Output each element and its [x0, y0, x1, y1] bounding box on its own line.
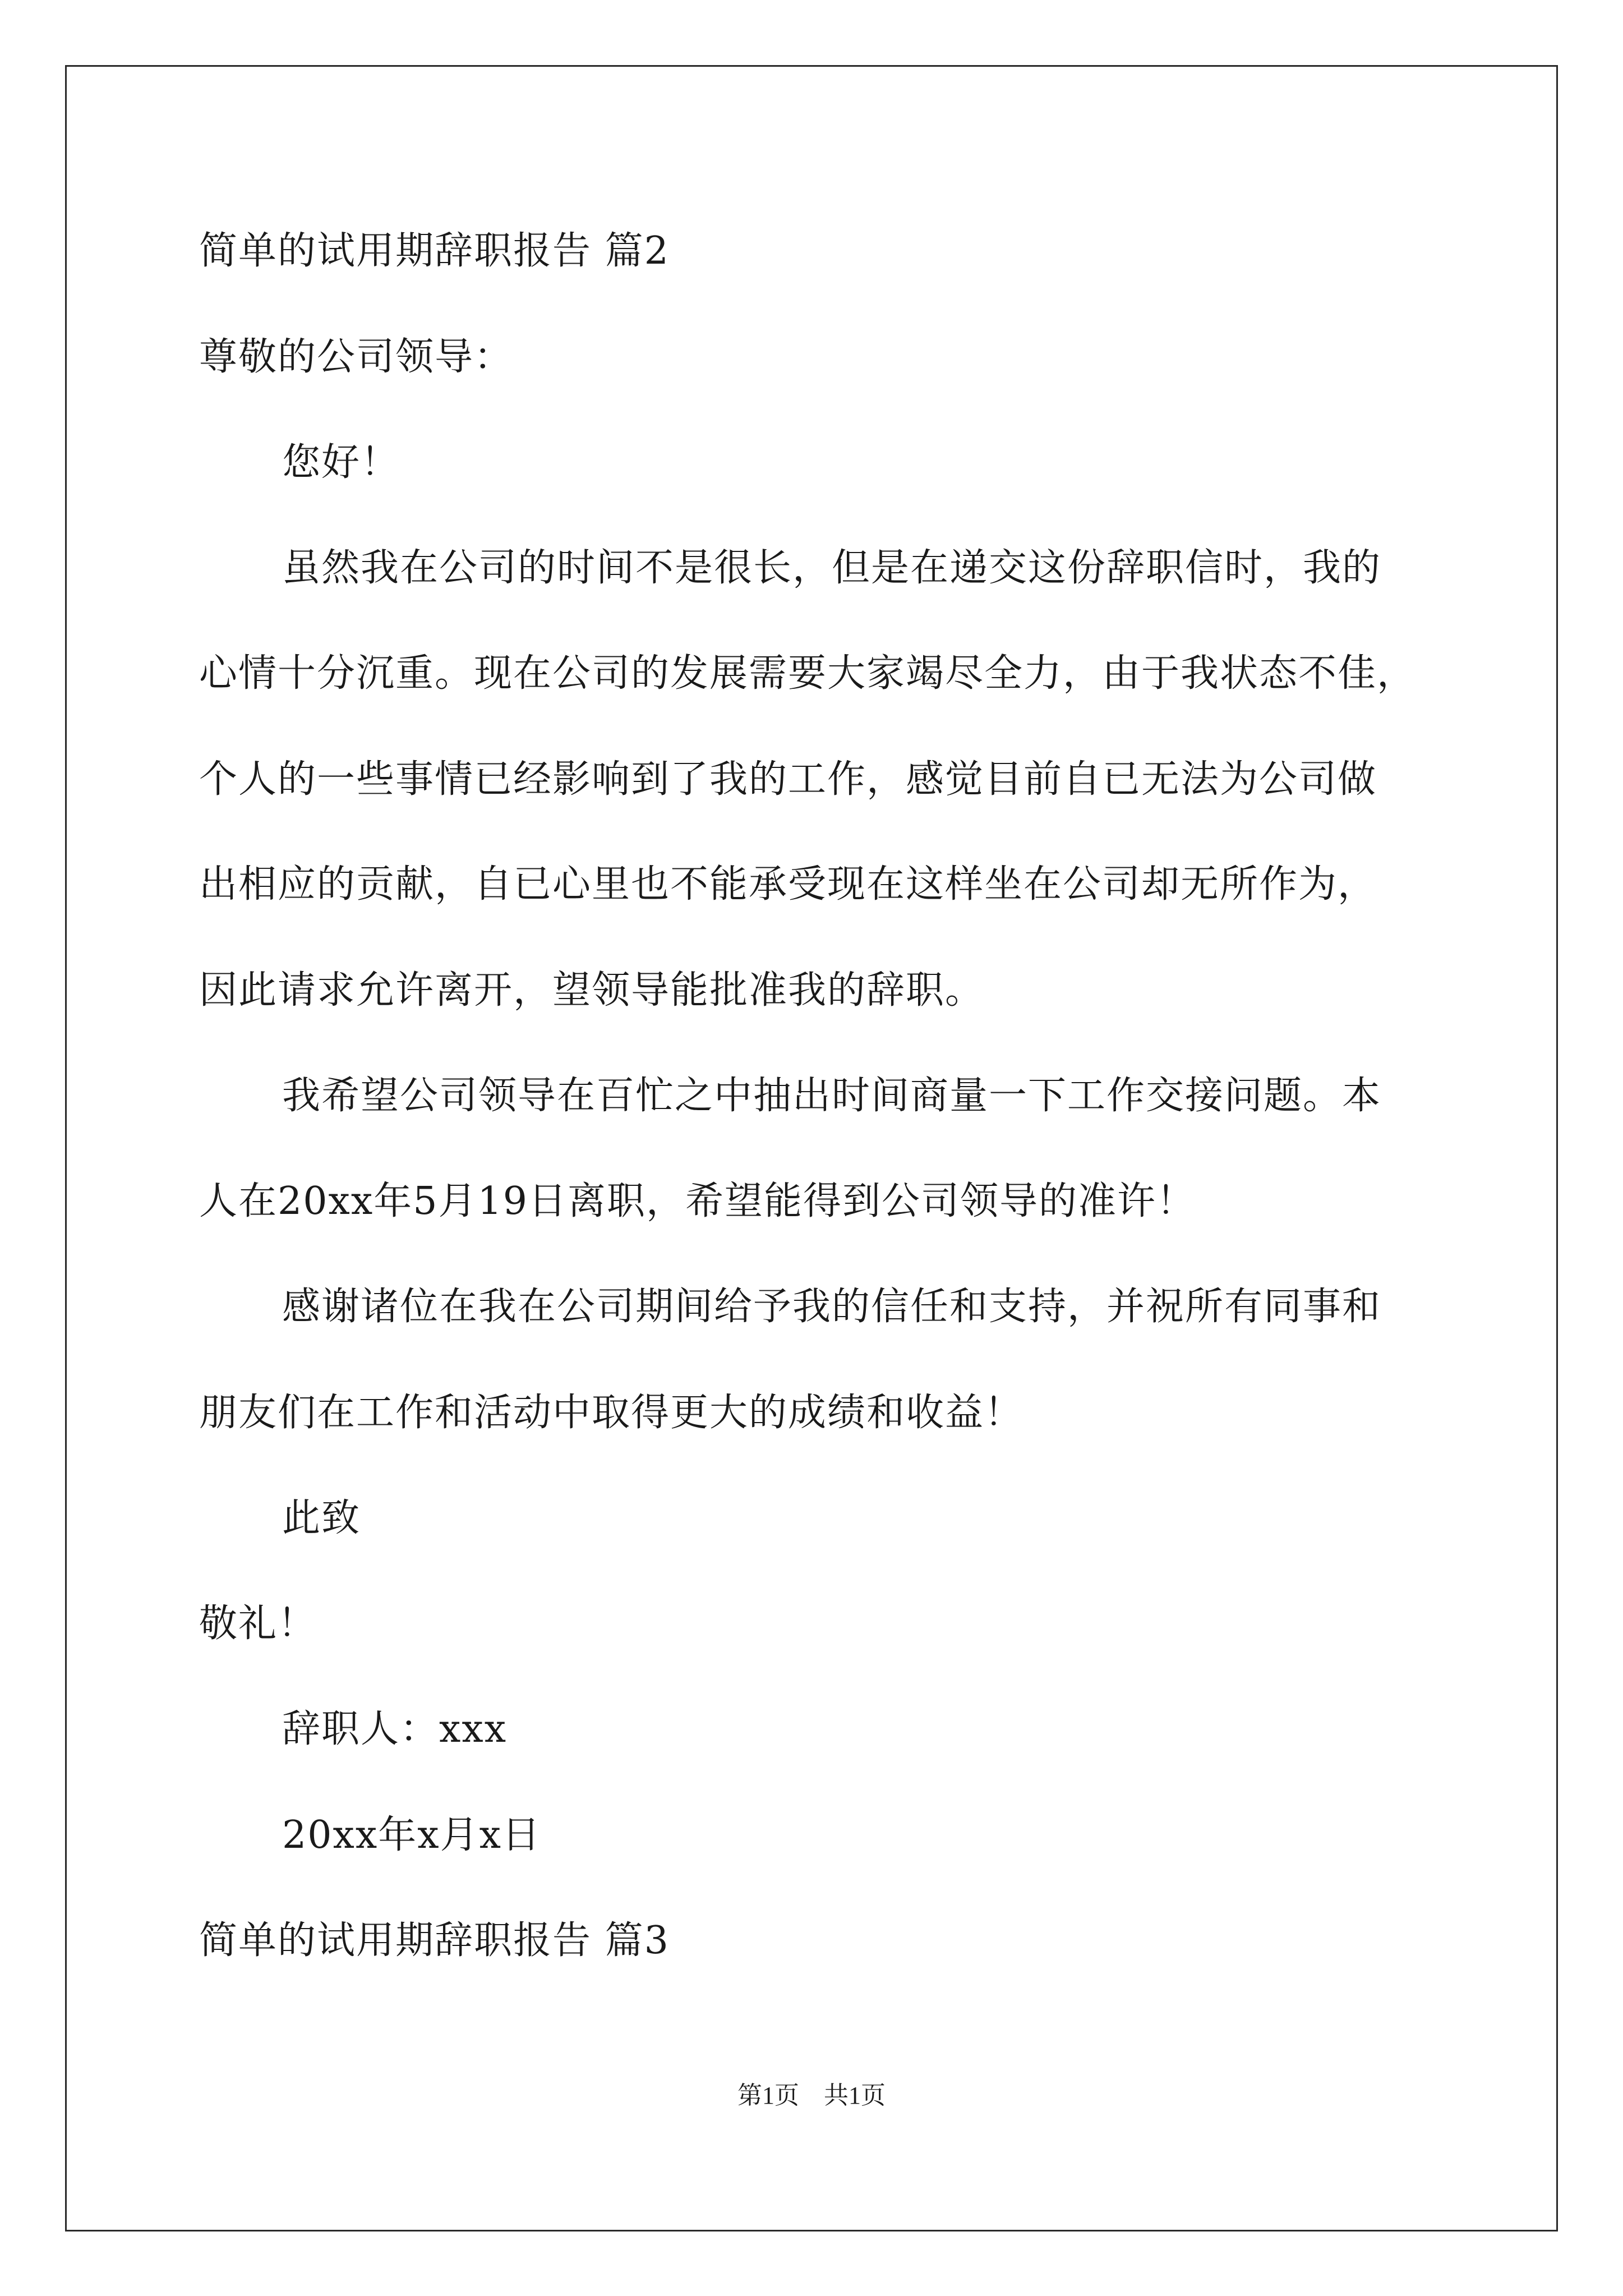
- paragraph-line: 我希望公司领导在百忙之中抽出时间商量一下工作交接问题。本: [282, 1074, 1382, 1118]
- date: 20xx年x月x日: [282, 1813, 541, 1857]
- paragraph-line: 出相应的贡献，自已心里也不能承受现在这样坐在公司却无所作为，: [199, 862, 1377, 907]
- paragraph-line: 人在20xx年5月19日离职，希望能得到公司领导的准许！: [199, 1179, 1196, 1223]
- paragraph-line: 感谢诸位在我在公司期间给予我的信任和支持，并祝所有同事和: [282, 1285, 1382, 1329]
- section-heading: 简单的试用期辞职报告 篇2: [199, 229, 670, 273]
- signature: 辞职人：xxx: [282, 1707, 508, 1751]
- section-heading: 简单的试用期辞职报告 篇3: [199, 1918, 670, 1963]
- greeting: 您好！: [282, 440, 400, 485]
- page-border: [65, 65, 1558, 2231]
- closing-line: 敬礼！: [199, 1602, 317, 1646]
- page-footer: 第1页 共1页: [737, 2082, 886, 2109]
- paragraph-line: 朋友们在工作和活动中取得更大的成绩和收益！: [199, 1391, 1024, 1435]
- paragraph-line: 心情十分沉重。现在公司的发展需要大家竭尽全力，由于我状态不佳，: [199, 651, 1417, 696]
- paragraph-line: 因此请求允许离开，望领导能批准我的辞职。: [199, 968, 985, 1013]
- salutation: 尊敬的公司领导：: [199, 335, 514, 379]
- closing-line: 此致: [282, 1496, 361, 1540]
- paragraph-line: 虽然我在公司的时间不是很长，但是在递交这份辞职信时，我的: [282, 546, 1382, 590]
- paragraph-line: 个人的一些事情已经影响到了我的工作，感觉目前自已无法为公司做: [199, 757, 1377, 802]
